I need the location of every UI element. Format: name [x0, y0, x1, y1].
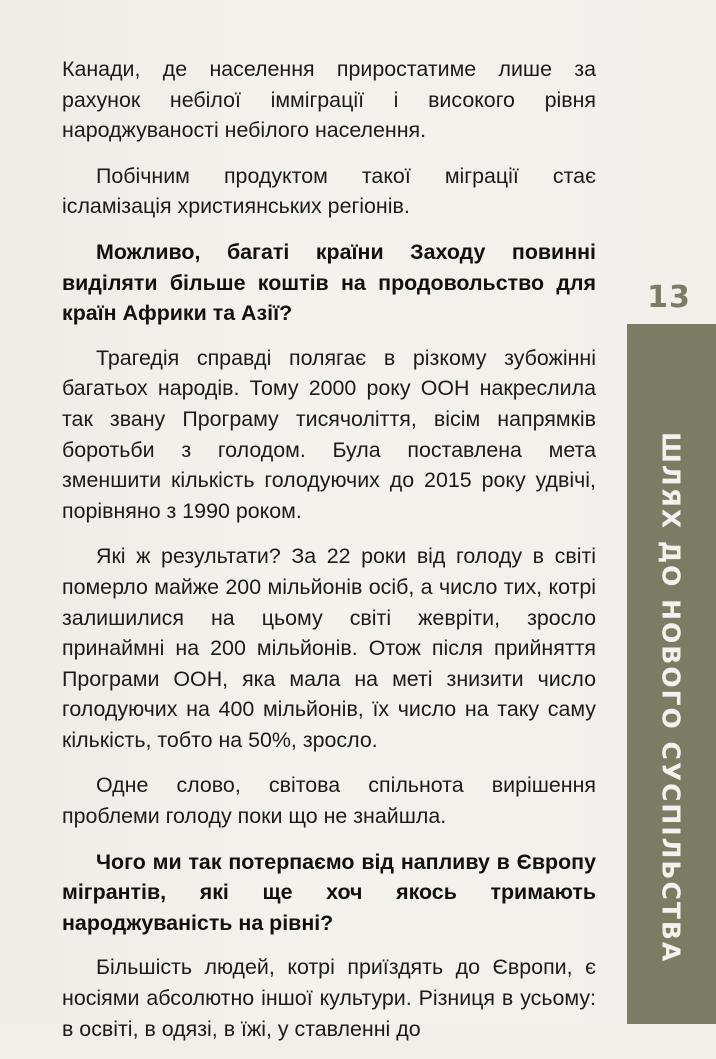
- paragraph: Більшість людей, котрі приїздять до Європи, є носіями абсолютно іншої культури. Різниця в усьому: в освіті, в одязі, в їжі, у ставленні до: [62, 955, 596, 1041]
- paragraph: Трагедія справді полягає в різкому зубожінні багатьох народів. Тому 2000 року ООН накреслила так звану Програму тисячоліття, вісім напрямків боротьби з голодом. Була поставлена мета зменшити кількість голодуючих до 2015 року удвічі, порівняно з 1990 роком.: [62, 345, 596, 523]
- paragraph-continuation: Канади, де населення приростатиме лише за рахунок небілої імміграції і високого рівня народжуваності небілого населення.: [62, 57, 596, 143]
- question-heading: Чого ми так потерпаємо від напливу в Європу мігрантів, які ще хоч якось тримають народжуваність на рівні?: [62, 849, 596, 935]
- question-heading: Можливо, багаті країни Заходу повинні виділяти більше коштів на продовольство для країн Африки та Азії?: [62, 239, 596, 326]
- paragraph: Одне слово, світова спільнота вирішення проблеми голоду поки що не знайшла.: [62, 773, 596, 829]
- body-text: [62, 54, 596, 1059]
- chapter-side-title: ШЛЯХ ДО НОВОГО СУСПІЛЬСТВА: [656, 432, 686, 964]
- side-title-container: [627, 324, 716, 1024]
- page-number: 13: [647, 280, 691, 315]
- paragraph: Які ж результати? За 22 роки від голоду в світі померло майже 200 мільйонів осіб, а число тих, котрі залишилися на цьому світі жевріти, зросло принаймні на 200 мільйонів. Отож після прийняття Програми ООН, яка мала на меті знизити число голодуючих на 400 мільйонів, їх число на таку саму кількість, тобто на 50%, зросло.: [62, 544, 596, 752]
- paragraph: Побічним продуктом такої міграції стає ісламізація християнських регіонів.: [62, 163, 596, 219]
